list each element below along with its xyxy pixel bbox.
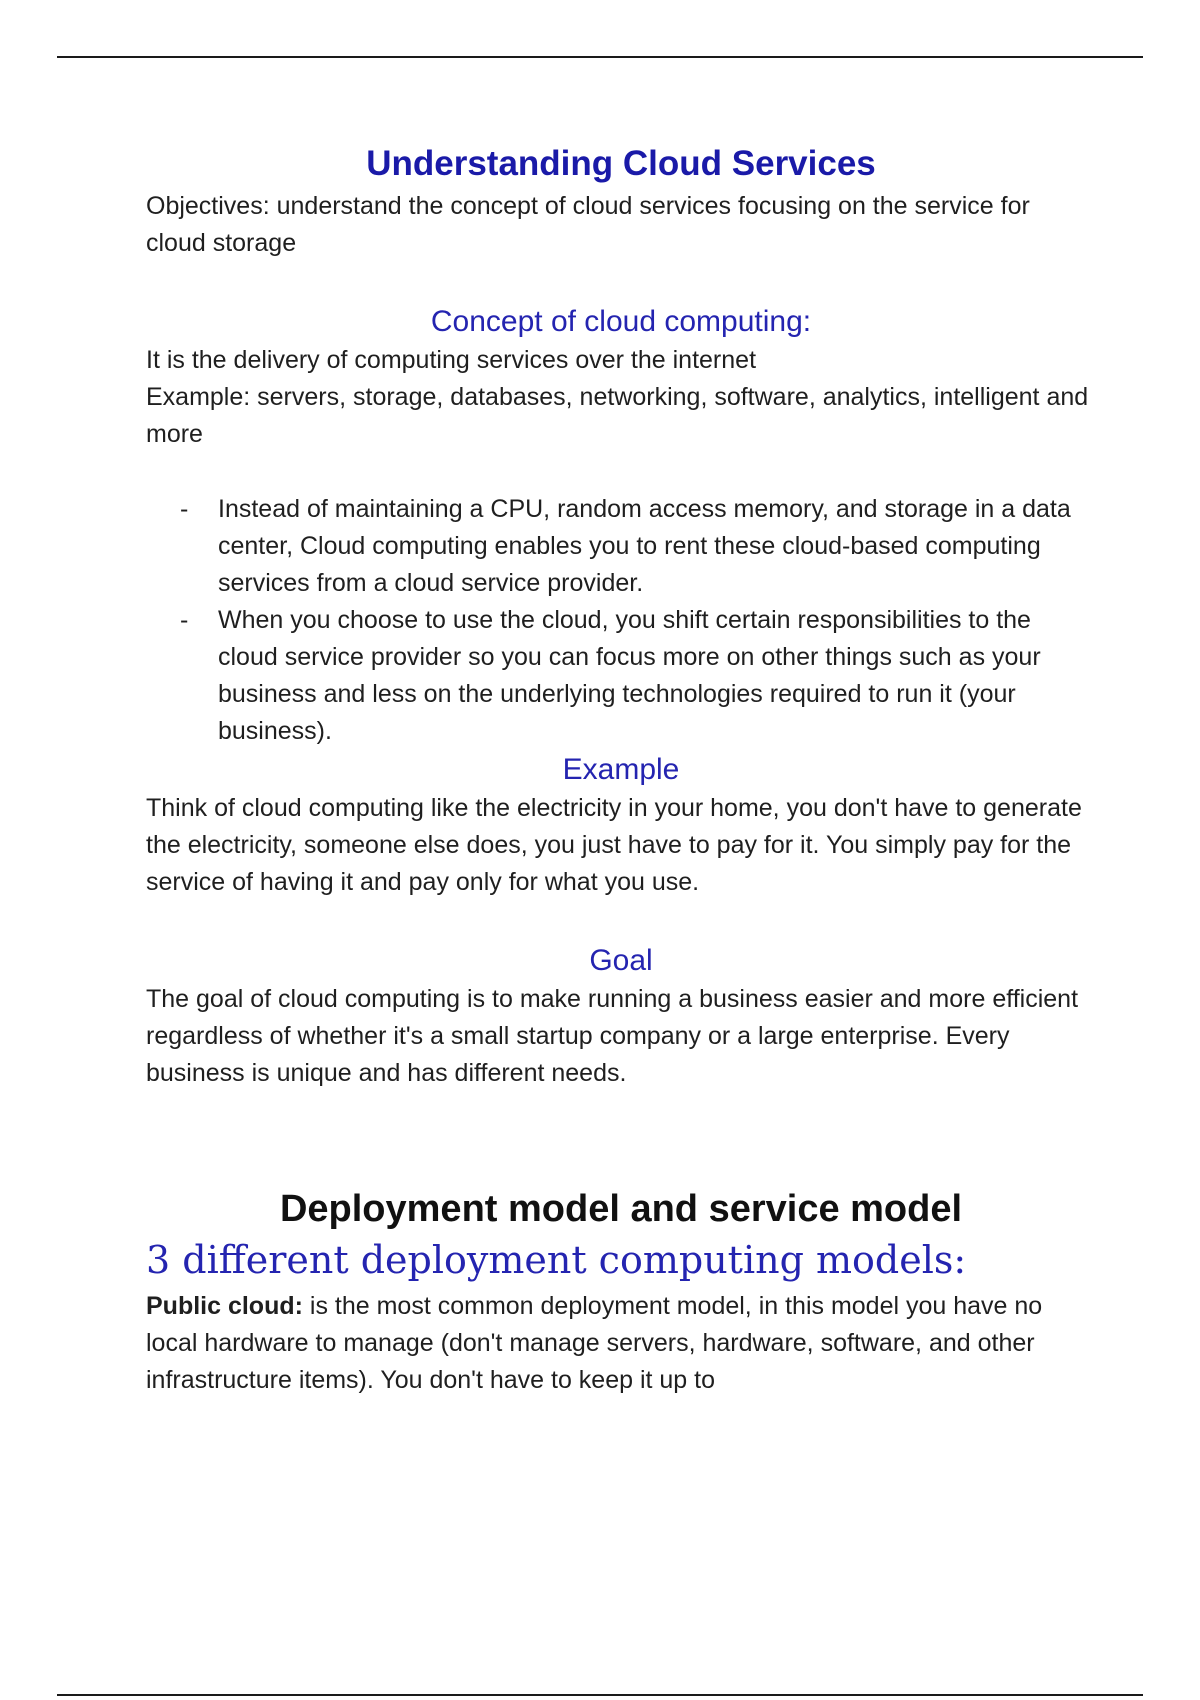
bullet-marker: -	[180, 606, 189, 634]
bottom-rule	[57, 1694, 1143, 1696]
concept-example-line: Example: servers, storage, databases, networking, software, analytics, intelligent and more	[146, 383, 1089, 448]
bullet-marker: -	[180, 495, 189, 523]
bullet-text: Instead of maintaining a CPU, random access memory, and storage in a data center, Cloud computing enables you to rent these cloud-based computing services from a cloud service provider.	[218, 495, 1071, 597]
goal-body: The goal of cloud computing is to make running a business easier and more efficient regardless of whether it's a small startup company or a large enterprise. Every business is unique and has different needs.	[146, 985, 1079, 1087]
deployment-subheading: 3 different deployment computing models:	[146, 1238, 967, 1282]
public-cloud-label: Public cloud:	[146, 1292, 303, 1320]
deployment-heading: Deployment model and service model	[279, 1188, 963, 1230]
public-cloud-paragraph	[146, 1288, 1096, 1399]
list-item	[146, 602, 1096, 750]
public-cloud-text: is the most common deployment model, in this model you have no local hardware to manage (don't manage servers, hardware, software, and other infrastructure items). You don't have to keep it up to	[146, 1292, 1043, 1394]
goal-heading: Goal	[589, 944, 653, 977]
objectives-text: Objectives: understand the concept of cloud services focusing on the service for cloud storage	[146, 192, 1030, 257]
concept-definition: It is the delivery of computing services over the internet	[146, 346, 757, 374]
example-body: Think of cloud computing like the electricity in your home, you don't have to generate the electricity, someone else does, you just have to pay for it. You simply pay for the service of having it and pay only for what you use.	[146, 794, 1082, 896]
top-rule	[57, 56, 1143, 58]
document-title: Understanding Cloud Services	[366, 144, 876, 183]
document-page	[146, 140, 1096, 1399]
bullet-text: When you choose to use the cloud, you shift certain responsibilities to the cloud service provider so you can focus more on other things such as your business and less on the underlying technologies required to run it (your business).	[218, 606, 1041, 745]
example-heading: Example	[562, 753, 680, 786]
concept-heading: Concept of cloud computing:	[430, 305, 812, 338]
list-item	[146, 491, 1096, 602]
concept-bullet-list	[146, 491, 1096, 750]
